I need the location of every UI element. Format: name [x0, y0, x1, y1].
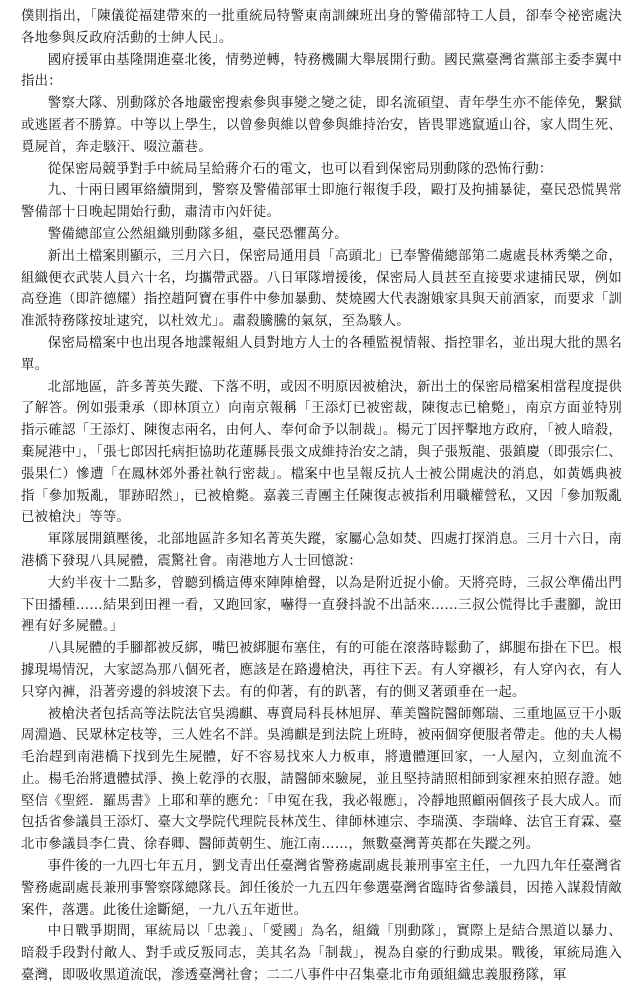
- quote-telegram-2: 警備總部宣公然組織別動隊多組，臺民恐懼萬分。: [47, 226, 348, 242]
- paragraph-4: 從保密局競爭對手中統局呈給蔣介石的電文，也可以看到保密局別動隊的恐怖行動：: [47, 161, 553, 177]
- quote-li-yizhong: 警察大隊、別動隊於各地嚴密搜索參與事變之變之徒，即名流碩望、青年學生亦不能倖免，繫獄或逃匿者不勝算。中等以上學生，以曾參與維以曾參與維持治安，皆畏罪逃竄遁山谷，家人問生死、覓屍首，奔走駭汗、啜泣蕭巷。: [21, 96, 622, 155]
- paragraph-8: 保密局檔案中也出現各地諜報組人員對地方人士的各種監視情報、指控罪名，並出現大批的黑名單。: [21, 335, 622, 373]
- paragraph-14: 事件後的一九四七年五月，劉戈青出任臺灣省警務處副處長兼刑事室主任，一九四九年任臺灣省警務處副處長兼刑事警察隊總隊長。卸任後於一九五四年參選臺灣省臨時省參議員，因捲入謀殺情敵案件，落選。此後仕途斷絕，一九八五年逝世。: [21, 859, 622, 918]
- paragraph-9: 北部地區，許多菁英失蹤、下落不明，或因不明原因被槍決，新出土的保密局檔案相當程度提供了解答。例如張秉承（即林頂立）向南京報稱「王添灯已被密裁，陳復志已槍斃」，南京方面並特別指示確認「王添灯、陳復志兩名，由何人、奉何命予以制裁」。楊元丁因抨擊地方政府，「被人暗殺，棄屍港中」，「張七郎因托病拒協助花蓮縣長張文成維持治安之請，與子張叛龍、張鎮慶（即張宗仁、張果仁）慘遭「在鳳林郊外番社執行密裁」。檔案中也呈報反抗人士被公開處決的消息，如黃媽典被指「參加叛亂，罪跡昭然」，已被槍斃。嘉義三青團主任陳復志被指利用職權營私，又因「參加叛亂已被槍決」等等。: [21, 379, 622, 526]
- paragraph-10: 軍隊展開鎮壓後，北部地區許多知名菁英失蹤，家屬心急如焚、四處打探消息。三月十六日，南港橋下發現八具屍體，震驚社會。南港地方人士回憶說：: [21, 532, 622, 569]
- paragraph-15: 中日戰爭期間，軍統局以「忠義」、「愛國」為名，組織「別動隊」，實際上是結合黑道以暴力、暗殺手段對付敵人、對手或反叛同志，美其名為「制裁」，視為自豪的行動成果。戰後，軍統局進入臺灣，即吸收黑道流氓，滲透臺灣社會；二二八事件中召集臺北市角頭組織忠義服務隊，軍: [21, 924, 622, 984]
- paragraph-7: 新出土檔案則顯示，三月六日，保密局通用員「高頭北」已奉警備總部第二處處長林秀樂之命，組織便衣武裝人員六十名，均攜帶武器。八日軍隊增援後，保密局人員甚至直接要求逮捕民眾，例如高登進（即許德耀）指控趙阿寶在事件中參加暴動、焚燒國大代表謝娥家具與天前酒家，而要求「訓准派特務隊按址逮究，以杜效尤」。肅殺騰騰的氣氛，至為駭人。: [21, 248, 622, 330]
- paragraph-1: 僕則指出，「陳儀從福建帶來的一批重統局特警東南訓練班出身的警備部特工人員，卻奉令祕密處決各地參與反政府活動的士紳人民」。: [21, 9, 622, 46]
- paragraph-2: 國府援軍由基隆開進臺北後，情勢逆轉，特務機關大舉展開行動。國民黨臺灣省黨部主委李翼中指出：: [21, 52, 622, 90]
- paragraph-12: 八具屍體的手腳都被反綁，嘴巴被綁腿布塞住，有的可能在滾落時鬆動了，綁腿布掛在下巴。根據現場情況，大家認為那八個死者，應該是在路邊槍決，再往下丟。有人穿襯衫，有人穿內衣，有人只穿內褲，沿著旁邊的斜坡滾下去。有的仰著，有的趴著，有的側叉著頭垂在一起。: [21, 641, 622, 700]
- paragraph-13: 被槍決者包括高等法院法官吳鴻麒、專賣局科長林旭屏、華美醫院醫師鄭瑞、三重地區豆干小販周淵過、民眾林定枝等，三人姓名不詳。吳鴻麒是到法院上班時，被兩個穿便服者帶走。他的夫人楊毛治趕到南港橋下找到先生屍體，好不容易找來人力板車，將遺體運回家，一人屋內，立刻血流不止。楊毛治將遺體拭淨、換上乾淨的衣服，請醫師來驗屍，並且堅持請照相師到家裡來拍照存證。她堅信《聖經．羅馬書》上耶和華的應允：「申冤在我，我必報應」，冷靜地照顧兩個孩子長大成人。而包括省參議員王添灯、臺大文學院代理院長林茂生、律師林連宗、李瑞漢、李瑞峰、法官王育霖、臺北市參議員李仁貴、徐春卿、醫師黃朝生、施江南……，無數臺灣菁英都在失蹤之列。: [21, 706, 622, 853]
- quote-nangang-resident: 大約半夜十二點多，曾聽到橋這傳來陣陣槍聲，以為是附近捉小偷。天將亮時，三叔公準備出門下田播種……結果到田裡一看，又跑回家，嚇得一直發抖說不出話來……三叔公慌得比手畫腳，說田裡有好多屍體。」: [21, 575, 622, 635]
- quote-telegram-1: 九、十兩日國軍絡續開到，警察及警備部軍士即施行報復手段，毆打及拘捕暴徒，臺民恐慌異常警備部十日晚起開始行動，肅清市內奸徒。: [21, 183, 622, 221]
